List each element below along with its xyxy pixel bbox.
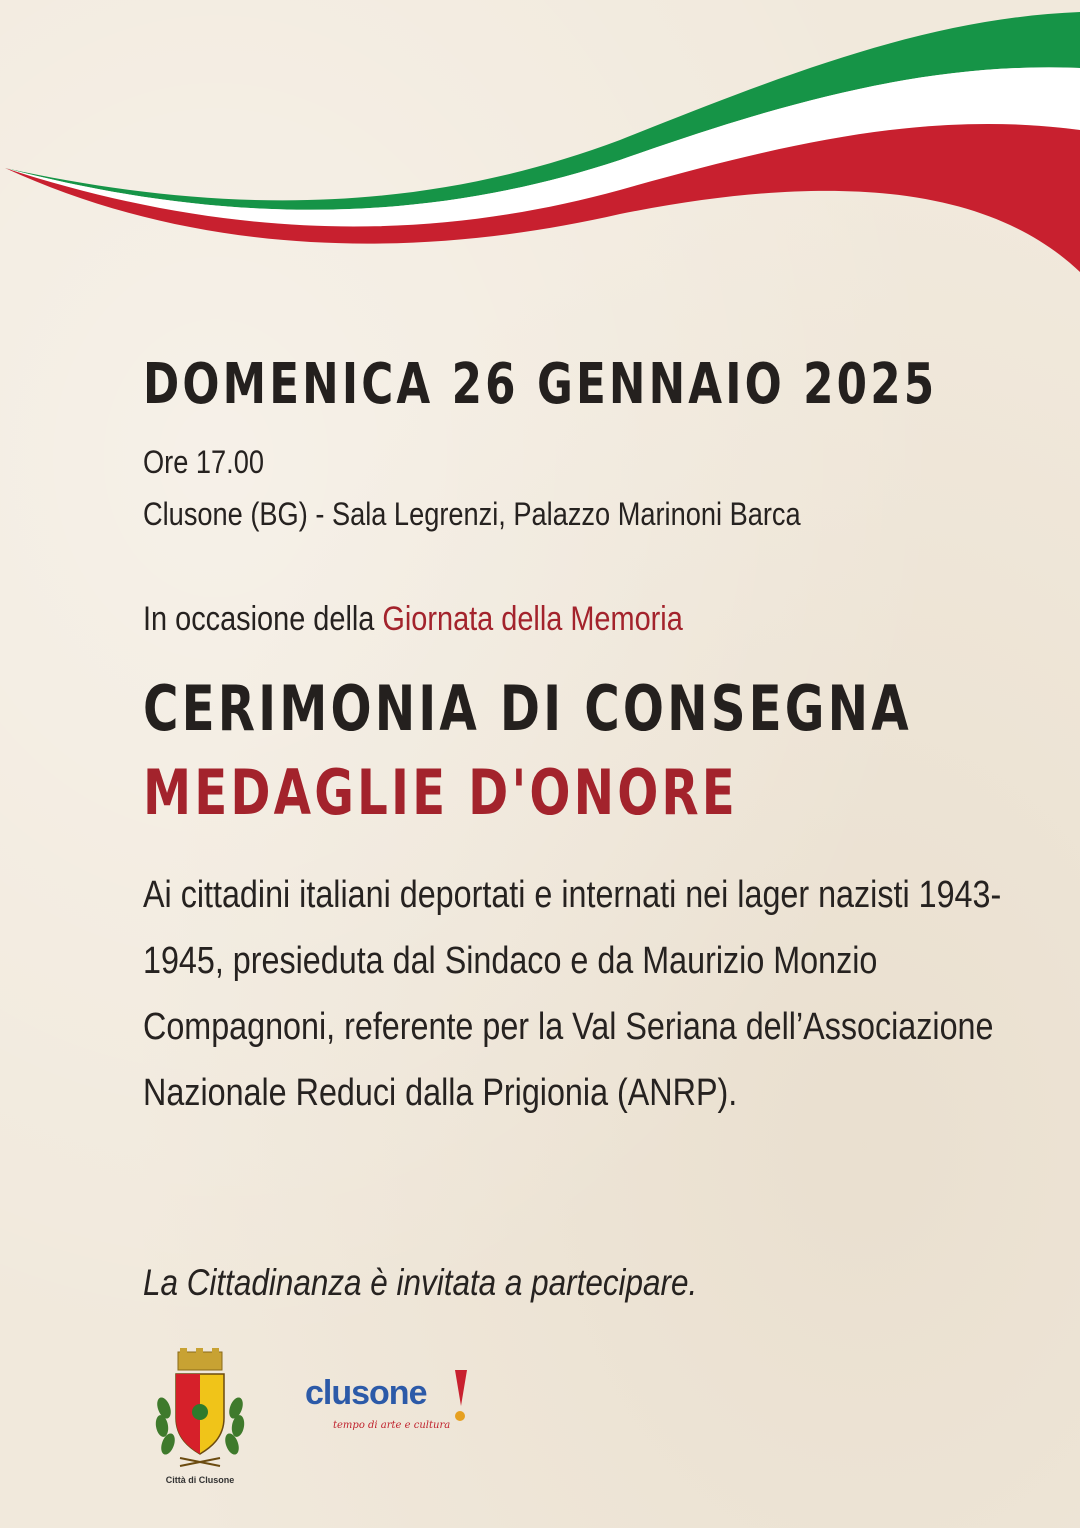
clusone-logo-tagline: tempo di arte e cultura — [333, 1420, 451, 1431]
exclamation-icon — [449, 1368, 471, 1424]
ceremony-subtitle: MEDAGLIE D'ONORE — [143, 756, 738, 829]
occasion-line — [143, 600, 683, 639]
clusone-logo-word: clusone — [305, 1374, 427, 1412]
clusone-crest-icon — [150, 1348, 250, 1473]
occasion-prefix: In occasione della — [143, 600, 383, 638]
invitation-text: La Cittadinanza è invitata a partecipare. — [143, 1262, 698, 1303]
event-time: Ore 17.00 — [143, 444, 264, 480]
clusone-logo — [305, 1374, 475, 1454]
occasion-highlight: Giornata della Memoria — [382, 600, 683, 638]
italian-flag-ribbon — [0, 0, 1080, 290]
event-place: Clusone (BG) - Sala Legrenzi, Palazzo Marinoni Barca — [143, 496, 801, 532]
logos-footer — [0, 1340, 1080, 1520]
event-date: DOMENICA 26 GENNAIO 2025 — [143, 352, 938, 417]
crest-caption: Città di Clusone — [165, 1475, 235, 1485]
description-paragraph: Ai cittadini italiani deportati e internati nei lager nazisti 1943-1945, presieduta dal Sindaco e da Maurizio Monzio Compagnoni, referente per la Val Seriana dell’Associazione Nazionale Reduci dalla Prigionia (ANRP). — [143, 874, 1002, 1114]
ceremony-title: CERIMONIA DI CONSEGNA — [143, 672, 912, 745]
